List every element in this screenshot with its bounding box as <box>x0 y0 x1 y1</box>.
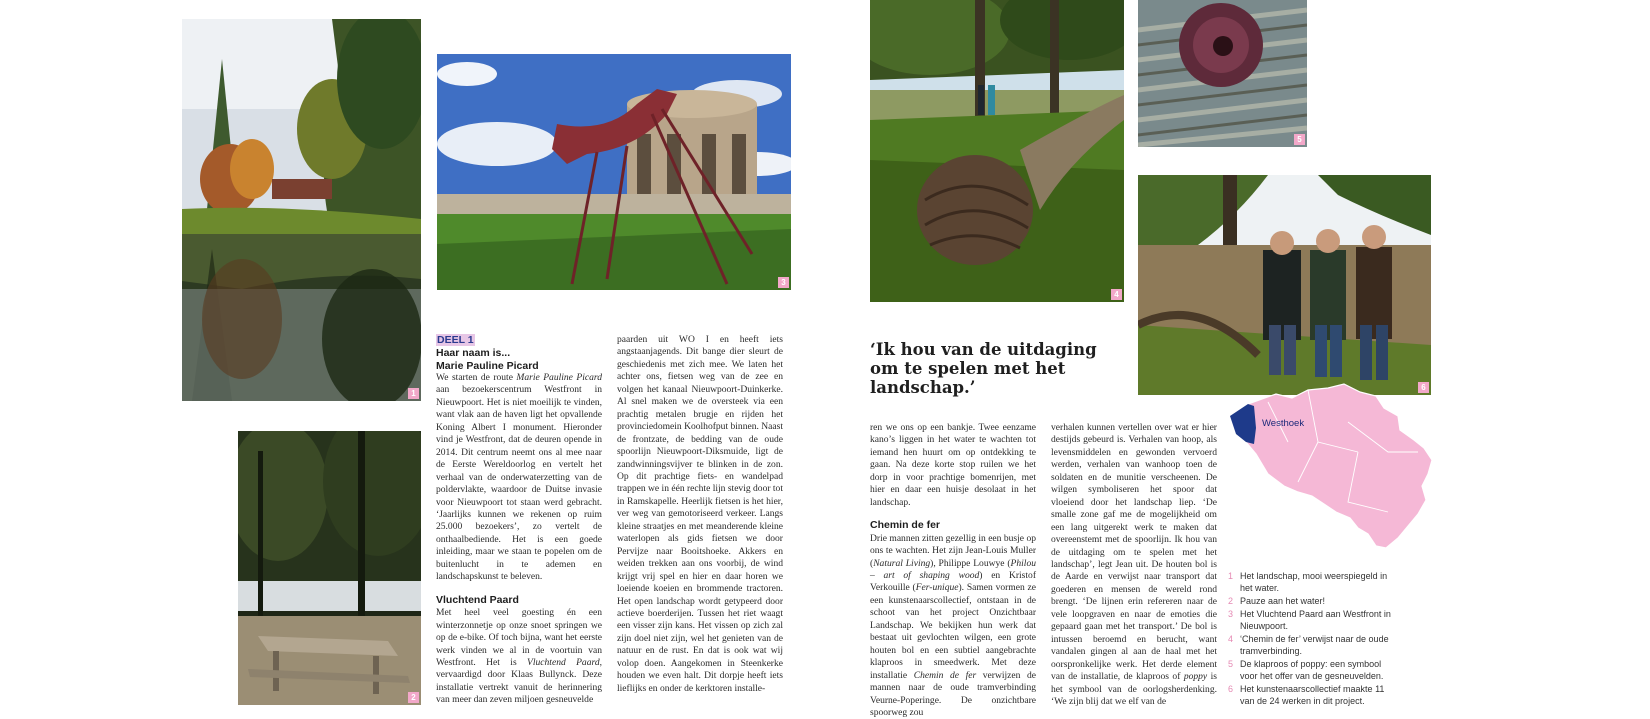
text-run: Fer-unique <box>915 582 959 594</box>
photo-poppy <box>1138 0 1307 147</box>
map-belgium <box>1228 382 1438 552</box>
caption-number: 2 <box>1228 596 1234 607</box>
text-run: Natural Living <box>873 557 931 569</box>
text-run: verhalen kunnen vertellen over wat er hier destijds gebeurd is. Verhalen van hoop, als levensmiddelen en gewonden vervoerd werden, verhalen van wanhoop toen de soldaten en de munitie verscheenen. De wilgen symboliseren het spoor dat vloeiend door het landschap liep. ‘De smalle zone gaf me de mogelijkheid om een lang uitgerekt werk te maken dat overeenstemt met de spoorlijn. Ik hou van de uitdaging om te spelen met het landschap’, legt Jean uit. De houten bol is de Aarde en verwijst naar transport dat goederen en mensen de wereld rond brengt. ‘De lijnen erin refereren naar de vele loopgraven en naar de emoties die gepaard gaan met het transport.’ De bol is intussen beroemd en berucht, want vandalen gingen al aan de haal met het oorspronkelijke werk. Het derde element van de installatie, de klaproos of <box>1051 422 1217 683</box>
caption-number: 4 <box>1228 633 1234 644</box>
paragraph <box>436 607 602 707</box>
paragraph <box>436 372 602 584</box>
caption-number: 3 <box>1228 608 1234 619</box>
photo-chemin-de-fer <box>870 0 1124 302</box>
caption-text: Pauze aan het water! <box>1240 596 1326 607</box>
caption-item <box>1228 658 1398 683</box>
caption-text: ‘Chemin de fer’ verwijst naar de oude tramverbinding. <box>1240 633 1389 657</box>
westhoek-region <box>1230 404 1256 444</box>
belgium-shape <box>1230 384 1432 548</box>
text-run: Drie mannen zitten gezellig in een busje op ons te wachten. Het zijn Jean-Louis Muller ( <box>870 532 1036 569</box>
text-run: ) en Kristof Verkouille ( <box>870 569 1036 594</box>
paragraph <box>870 533 1036 719</box>
article-column-3 <box>870 422 1036 719</box>
article-column-2 <box>617 334 783 695</box>
caption-number: 6 <box>1228 684 1234 695</box>
paragraph: paarden uit WO I en heeft iets angstaanjagends. Dit bange dier sleurt de geschiedenis met zich mee. We laten het achter ons, fietsen weg van de zee en volgen het kanaal Nieuwpoort-Duinkerke. Al snel maken we de oversteek via een prachtig metalen brugje en rijden het provinciedomein Koolhofput binnen. Naast de frontzate, de bedding van de oude spoorlijn Nieuwpoort-Diksmuide, ligt de zandwinningsvijver te blinken in de zon. Op dit prachtige fiets- en wandelpad trappen we in één rechte lijn stevig door tot in Ramskapelle. Heerlijk fietsen is het hier, ver weg van gemotoriseerd verkeer. Langs kleine straatjes en met meanderende kleine waterlopen als gids fietsen we door Pervijze naar Booitshoeke. Akkers en weiden trekken aan ons voorbij, de wind krijgt vrij spel en hier en daar horen we loeiende koeien en brommende tractoren. Het open landschap wordt getypeerd door actieve boerderijen. Tussen het riet waagt een visser zijn kans. Het vissen op zich zal zijn doel niet zijn, wel het genieten van de natuur en de rust. En dat is ook wat wij volop doen. Aangekomen in Steenkerke houden we even halt. Dit dorpje heeft iets lieflijks en onder de kerktoren installe- <box>617 334 783 694</box>
text-run: ), Philippe Louwye ( <box>930 557 1011 569</box>
caption-item <box>1228 570 1398 595</box>
photo-pond-reflection <box>182 19 421 401</box>
section-heading-line-2: Marie Pauline Picard <box>436 359 539 372</box>
subheading-vluchtend-paard: Vluchtend Paard <box>436 593 519 606</box>
text-run: is het symbool van de oorlogsherdenking. ‘We zijn blij dat we elf van de <box>1051 671 1217 707</box>
text-run: Chemin de fer <box>913 669 977 681</box>
part-label: DEEL 1 <box>437 334 474 346</box>
section-heading-line-1: Haar naam is... <box>436 347 511 359</box>
caption-text: Het Vluchtend Paard aan Westfront in Nieuwpoort. <box>1240 608 1391 632</box>
caption-text: Het kunstenaarscollectief maakte 11 van de 24 werken in dit project. <box>1240 684 1385 707</box>
pull-quote: ‘Ik hou van de uitdaging om te spelen met het landschap.’ <box>870 340 1097 397</box>
photo-captions <box>1228 570 1398 708</box>
article-column-4 <box>1051 422 1217 708</box>
caption-item <box>1228 608 1398 633</box>
text-run: Philou – art of shaping wood <box>870 557 1036 581</box>
photo-number: 2 <box>408 692 419 703</box>
photo-number: 5 <box>1294 134 1305 145</box>
text-run: Met heel veel goesting én een winterzonnetje op onze snoet springen we op de e-bike. Of toch bijna, want het eerste werk vinden we al in de voortuin van Westfront. Het is <box>436 607 602 668</box>
photo-vluchtend-paard <box>437 54 791 290</box>
caption-item <box>1228 633 1398 658</box>
paragraph: ren we ons op een bankje. Twee eenzame kano’s liggen in het water te wachten tot iemand hen huurt om op ontdekking te gaan. Na deze korte stop ruilen we het dorp in voor prachtige bomenrijen, met hier en daar een huisje desolaat in het landschap. <box>870 422 1036 508</box>
photo-number: 4 <box>1111 289 1122 300</box>
caption-number: 1 <box>1228 571 1234 581</box>
text-run: Vluchtend Paard <box>527 656 600 668</box>
subheading-chemin-de-fer: Chemin de fer <box>870 519 941 532</box>
caption-text: De klaproos of poppy: een symbool voor het offer van de gesneuvelden. <box>1240 659 1384 682</box>
part-label-line <box>436 334 602 347</box>
text-run: aan bezoekerscentrum Westfront in Nieuwpoort. Het is niet moeilijk te vinden, want vlak aan de haven ligt het opvallende Koning Albert I monument. Hieronder vind je Westfront, dat de deuren opende in 2014. Dit centrum neemt ons al mee naar de Eerste Wereldoorlog en vertelt het verhaal van de onderwaterzetting van de poldervlakte, waardoor de Duitse invasie voor Nieuwpoort tot staan werd gebracht. ‘Jaarlijks kunnen we rekenen op ruim 25.000 bezoekers’, zo vertelt de onthaalbediende. Het is een goede inleiding, maar we staan te popelen om de buitenlucht in te ademen en landschapskunst te beleven. <box>436 384 602 583</box>
caption-text: Het landschap, mooi weerspiegeld in het water. <box>1240 571 1388 594</box>
text-run: We starten de route <box>436 372 517 383</box>
text-run: poppy <box>1183 671 1208 683</box>
text-run: ). Samen vormen ze een kunstenaarscollectief, ontstaan in de schoot van het project Onzichtbaar Landschap. We bekijken hun werk dat bestaat uit gevlochten wilgen, een grote houten bol en een subtiel aangebrachte klaproos in smeedwerk. Met deze installatie <box>870 582 1036 681</box>
caption-item <box>1228 683 1398 708</box>
caption-number: 5 <box>1228 659 1234 670</box>
map-label-westhoek: Westhoek <box>1262 418 1305 429</box>
photo-number: 1 <box>408 388 419 399</box>
text-run: verwijzen de mannen naar de oude tramverbinding Veurne-Poperinge. De onzichtbare spoorweg zou <box>870 669 1036 718</box>
section-heading <box>436 347 602 372</box>
caption-item <box>1228 595 1398 607</box>
text-run: , vervaardigd door Klaas Bullynck. Deze installatie vertrekt vanuit de herinnering van meer dan zeven miljoen gesneuvelde <box>436 656 602 706</box>
photo-number: 3 <box>778 277 789 288</box>
text-run: Marie Pauline Picard <box>516 372 603 383</box>
photo-artists <box>1138 175 1431 395</box>
photo-picnic-table <box>238 431 421 705</box>
article-column-1 <box>436 334 602 707</box>
photo-number: 6 <box>1418 382 1429 393</box>
paragraph <box>1051 422 1217 708</box>
